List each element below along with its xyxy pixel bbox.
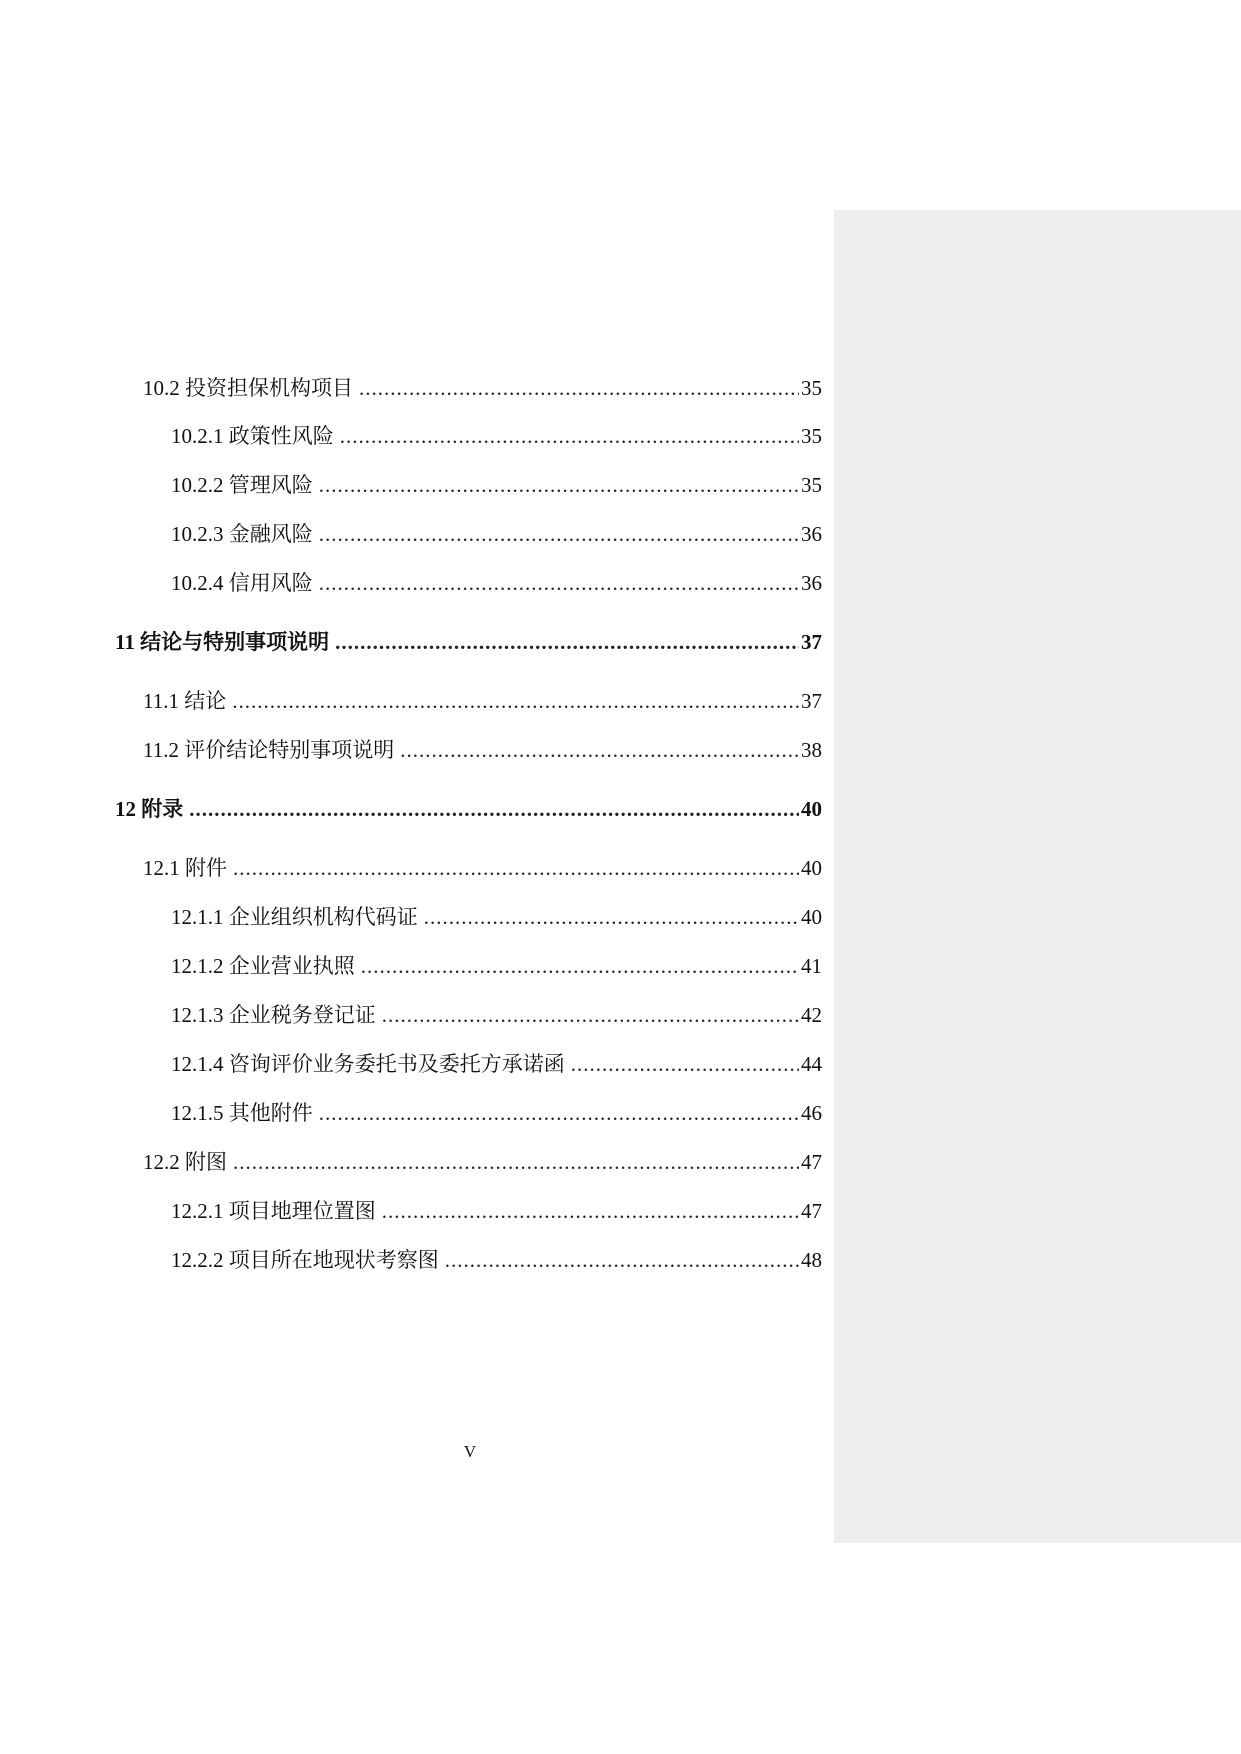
toc-entry-page: 40 [799, 794, 822, 824]
toc-entry[interactable] [171, 1000, 822, 1030]
dot-leader [571, 1049, 799, 1079]
page-number: V [463, 1442, 477, 1461]
toc-entry-page: 36 [799, 568, 822, 598]
toc-entry-page: 44 [799, 1049, 822, 1079]
dot-leader [319, 568, 799, 598]
toc-entry-label: 10.2.1 政策性风险 [171, 421, 340, 451]
toc-entry-label: 12.1.3 企业税务登记证 [171, 1000, 382, 1030]
toc-entry-page: 36 [799, 519, 822, 549]
toc-entry-page: 35 [799, 421, 822, 451]
toc-entry[interactable] [171, 1098, 822, 1128]
dot-leader [335, 627, 799, 657]
toc-entry-page: 47 [799, 1147, 822, 1177]
toc-entry[interactable] [115, 627, 822, 657]
toc-entry-label: 12 附录 [115, 794, 189, 824]
toc-entry-label: 12.2 附图 [143, 1147, 233, 1177]
toc-entry[interactable] [171, 568, 822, 598]
toc-entry-label: 12.2.2 项目所在地现状考察图 [171, 1245, 445, 1275]
dot-leader [359, 373, 799, 403]
toc-entry-page: 41 [799, 951, 822, 981]
toc-entry-label: 11.2 评价结论特别事项说明 [143, 735, 400, 765]
dot-leader [319, 470, 799, 500]
toc-entry-label: 12.1.1 企业组织机构代码证 [171, 902, 424, 932]
dot-leader [189, 794, 799, 824]
toc-entry[interactable] [171, 951, 822, 981]
toc-entry-page: 48 [799, 1245, 822, 1275]
toc-entry-page: 42 [799, 1000, 822, 1030]
toc-entry-page: 40 [799, 853, 822, 883]
toc-entry-page: 37 [799, 686, 822, 716]
toc-entry-page: 37 [799, 627, 822, 657]
toc-entry-label: 12.2.1 项目地理位置图 [171, 1196, 382, 1226]
toc-entry[interactable] [143, 853, 822, 883]
dot-leader [361, 951, 799, 981]
dot-leader [424, 902, 799, 932]
toc-entry[interactable] [143, 1147, 822, 1177]
dot-leader [445, 1245, 799, 1275]
toc-entry[interactable] [143, 735, 822, 765]
toc-entry-label: 12.1.5 其他附件 [171, 1098, 319, 1128]
toc-entry[interactable] [115, 794, 822, 824]
comment-margin-pane [834, 210, 1241, 1543]
dot-leader [232, 686, 799, 716]
dot-leader [319, 1098, 799, 1128]
toc-entry-label: 10.2.2 管理风险 [171, 470, 319, 500]
dot-leader [233, 1147, 799, 1177]
toc-entry-label: 12.1.4 咨询评价业务委托书及委托方承诺函 [171, 1049, 571, 1079]
toc-entry-page: 46 [799, 1098, 822, 1128]
toc-entry[interactable] [171, 421, 822, 451]
toc-entry[interactable] [171, 902, 822, 932]
toc-entry[interactable] [171, 1245, 822, 1275]
toc-entry-label: 10.2 投资担保机构项目 [143, 373, 359, 403]
dot-leader [400, 735, 799, 765]
dot-leader [382, 1000, 799, 1030]
dot-leader [382, 1196, 799, 1226]
toc-entry-label: 11 结论与特别事项说明 [115, 627, 335, 657]
toc-entry[interactable] [143, 373, 822, 403]
toc-entry-page: 35 [799, 373, 822, 403]
toc-entry-label: 12.1.2 企业营业执照 [171, 951, 361, 981]
toc-entry-page: 35 [799, 470, 822, 500]
dot-leader [233, 853, 799, 883]
toc-entry[interactable] [171, 519, 822, 549]
toc-entry[interactable] [171, 1049, 822, 1079]
toc-entry-page: 38 [799, 735, 822, 765]
toc-entry-label: 11.1 结论 [143, 686, 232, 716]
toc-entry-label: 10.2.4 信用风险 [171, 568, 319, 598]
toc-entry-label: 10.2.3 金融风险 [171, 519, 319, 549]
toc-entry[interactable] [143, 686, 822, 716]
dot-leader [319, 519, 799, 549]
toc-entry[interactable] [171, 1196, 822, 1226]
toc-entry-label: 12.1 附件 [143, 853, 233, 883]
toc-entry-page: 40 [799, 902, 822, 932]
dot-leader [340, 421, 799, 451]
toc-entry[interactable] [171, 470, 822, 500]
toc-entry-page: 47 [799, 1196, 822, 1226]
